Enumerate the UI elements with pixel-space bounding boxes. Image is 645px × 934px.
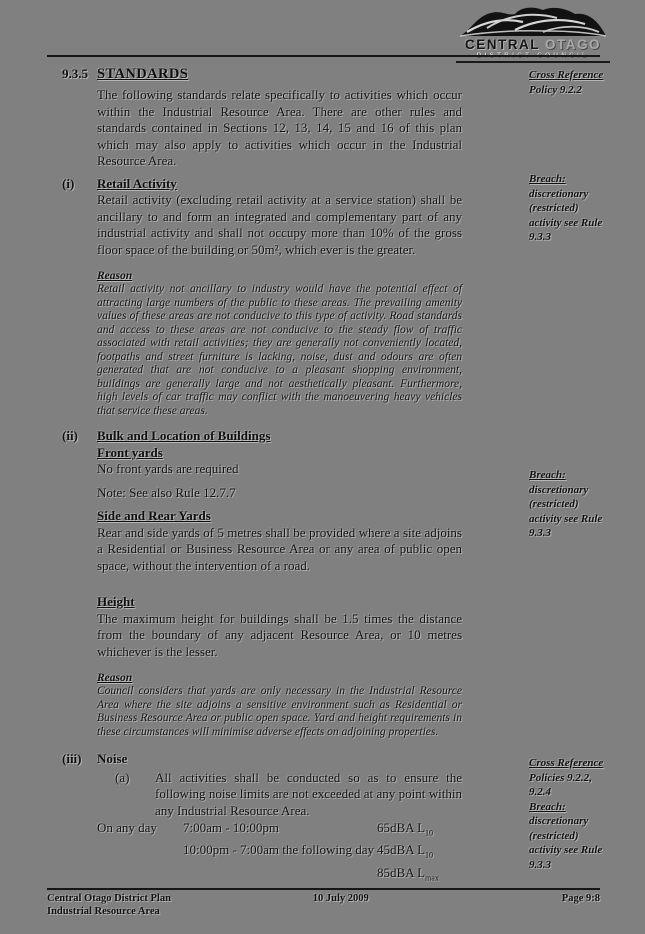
noise-day-label: [97, 842, 183, 864]
logo-otago-text: OTAGO: [545, 37, 602, 52]
noise-level-subscript: max: [425, 873, 439, 883]
noise-row: [97, 865, 462, 887]
noise-clause-a: [97, 770, 462, 820]
margin-note-line: 9.3.3: [529, 858, 551, 871]
logo-wordmark: [456, 37, 610, 52]
reason-label: Reason: [97, 672, 133, 684]
noise-level-value: 85dBA L: [377, 864, 426, 880]
clause-letter: (a): [115, 769, 130, 785]
margin-note-line: Breach:: [529, 173, 566, 185]
noise-time: [183, 865, 377, 887]
margin-note-line: Cross Reference: [529, 69, 604, 81]
section-standards: [62, 66, 462, 170]
header-rule: [47, 55, 600, 57]
margin-note-line: (restricted): [529, 202, 579, 214]
noise-level-value: 65dBA L: [377, 820, 426, 835]
subsection-bulk-location: [62, 428, 462, 739]
footer-plan-name: [47, 892, 254, 918]
margin-note-line: 9.2.4: [529, 786, 551, 798]
subsection-number: (ii): [62, 428, 78, 443]
margin-note-line: activity see Rule: [529, 844, 603, 856]
footer-rule: [47, 888, 600, 890]
noise-time: 10:00pm - 7:00am the following day: [183, 842, 375, 858]
mountains-icon: [456, 4, 610, 40]
frontyards-note: Note: See also Rule 12.7.7: [97, 484, 236, 500]
sideyards-text: Rear and side yards of 5 metres shall be provided where a site adjoins a Residential or Business Resource Area or any area of public open space, without the intervention of a road.: [97, 524, 462, 573]
subsection-retail-activity: [62, 176, 462, 419]
section-number: 9.3.5: [62, 66, 88, 81]
logo-central-text: CENTRAL: [464, 37, 540, 52]
noise-level: [377, 820, 462, 842]
bulk-reason: Council considers that yards are only necessary in the Industrial Resource Area where the site adjoins a sensitive environment such as Residential or Business Resource Area or public open space. Yard and height requirements in these circumstances will minimise adverse effects on adjoining properties.: [97, 685, 462, 738]
margin-note-line: Policy 9.2.2: [529, 83, 582, 96]
footer-date: 10 July 2009: [312, 893, 369, 904]
reason-label: Reason: [97, 270, 133, 282]
noise-level: [377, 842, 462, 864]
sideyards-label: Side and Rear Yards: [97, 508, 211, 523]
subsection-title: Retail Activity: [97, 175, 177, 191]
retail-body: Retail activity (excluding retail activity at a service station) shall be ancillary to and form an integrated and complementary part of any industrial activity and shall not occupy more than 10% of the gross floor space of the building or 50m², which ever is the greater.: [97, 192, 462, 257]
section-title: STANDARDS: [97, 66, 189, 82]
margin-note-line: discretionary: [529, 483, 589, 496]
noise-level-subscript: 10: [425, 850, 434, 860]
subsection-title: Noise: [97, 751, 128, 766]
subsection-number: (i): [62, 175, 75, 191]
page-footer: [47, 892, 600, 918]
footer-resource-area: Industrial Resource Area: [47, 906, 160, 917]
frontyards-text: No front yards are required: [97, 461, 239, 476]
margin-note-line: 9.3.3: [529, 231, 551, 243]
section-intro: The following standards relate specifically to activities which occur within the Industrial Resource Area. There are other rules and standards contained in Sections 12, 13, 14, 15 and 16 of this plan which may also apply to activities which occur in the Industrial Resource Area.: [97, 87, 462, 168]
margin-note-line: Cross Reference: [529, 757, 604, 769]
footer-plan-title: Central Otago District Plan: [47, 893, 171, 904]
main-content: [62, 66, 462, 887]
margin-note-line: (restricted): [529, 498, 579, 510]
margin-note-noise: [529, 756, 641, 872]
noise-level-subscript: 10: [425, 828, 434, 838]
subsection-noise: [62, 751, 462, 887]
margin-note-line: activity see Rule: [529, 216, 603, 229]
subsection-title: Bulk and Location of Buildings: [97, 428, 271, 443]
frontyards-label: Front yards: [97, 444, 163, 460]
margin-note-cross-reference: [529, 68, 641, 97]
noise-level: [377, 865, 462, 887]
margin-note-breach-bulk: [529, 468, 641, 541]
margin-note-line: (restricted): [529, 829, 579, 842]
margin-note-line: 9.3.3: [529, 527, 551, 539]
noise-row: [97, 820, 462, 842]
noise-day-label: On any day: [97, 820, 157, 835]
footer-page-number: Page 9:8: [561, 893, 600, 904]
height-label: Height: [97, 594, 135, 609]
margin-note-line: Policies 9.2.2,: [529, 771, 592, 784]
margin-note-line: Breach:: [529, 469, 566, 481]
subsection-number: (iii): [62, 751, 82, 766]
margin-note-line: discretionary: [529, 187, 589, 200]
height-text: The maximum height for buildings shall be 1.5 times the distance from the boundary of any adjacent Resource Area, or 10 metres whichever is the lesser.: [97, 610, 462, 659]
margin-note-line: Breach:: [529, 800, 566, 813]
noise-level-value: 45dBA L: [377, 842, 426, 858]
noise-time: 7:00am - 10:00pm: [183, 820, 280, 835]
margin-note-line: discretionary: [529, 815, 589, 827]
noise-day-label: [97, 865, 183, 887]
noise-row: [97, 842, 462, 864]
noise-limits-table: [97, 820, 462, 887]
margin-note-line: activity see Rule: [529, 512, 603, 525]
clause-text: All activities shall be conducted so as to ensure the following noise limits are not exceeded at any point within any Industrial Resource Area.: [155, 769, 462, 818]
logo-district-council-text: [456, 52, 610, 63]
margin-note-breach-retail: [529, 172, 641, 245]
retail-reason: Retail activity not ancillary to industry would have the potential effect of attracting large numbers of the public to these areas. The prevailing amenity values of these areas are not conducive to this type of activity. Road standards and access to these areas are not conducive to the steady flow of traffic associated with retail activities; they are generally not conveniently located, footpaths and street furniture is lacking, noise, dust and odours are often generated that are not conducive to a pleasant shopping environment, buildings are generally large and not aesthetically pleasant. Furthermore, high levels of car traffic may conflict with the manoeuvering heavy vehicles that service these areas.: [97, 283, 462, 417]
